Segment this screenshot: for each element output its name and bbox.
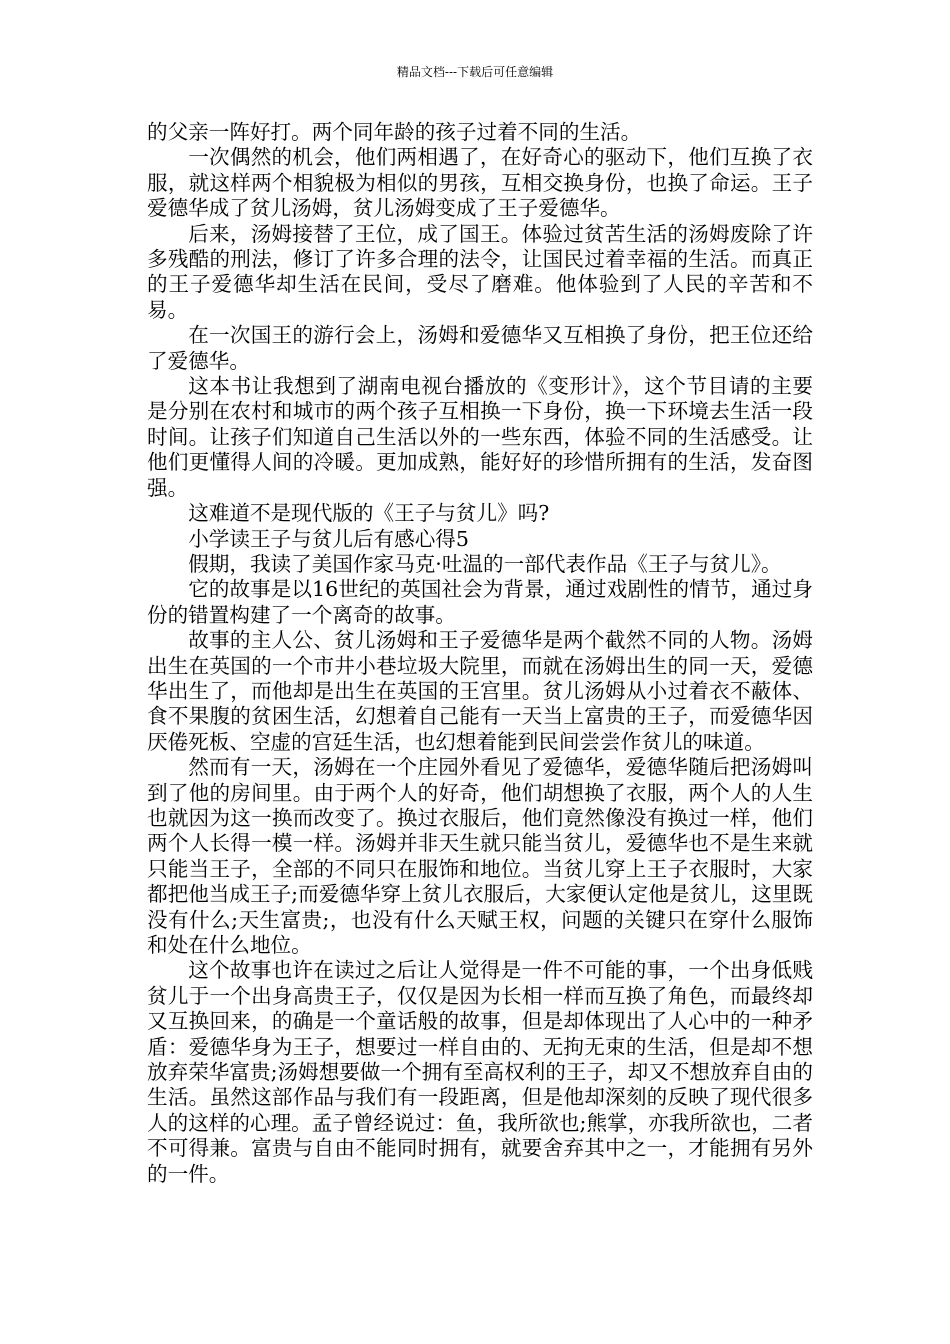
paragraph: 它的故事是以16世纪的英国社会为背景，通过戏剧性的情节，通过身份的错置构建了一个离奇的故事。	[147, 577, 813, 627]
paragraph: 的父亲一阵好打。两个同年龄的孩子过着不同的生活。	[147, 120, 642, 144]
section-heading: 小学读王子与贫儿后有感心得5	[188, 526, 470, 551]
paragraph: 这本书让我想到了湖南电视台播放的《变形计》，这个节目请的主要是分别在农村和城市的两个孩子互相换一下身份，换一下环境去生活一段时间。让孩子们知道自己生活以外的一些东西，体验不同的生活感受。让他们更懂得人间的冷暖。更加成熟，能好好的珍惜所拥有的生活，发奋图强。	[147, 374, 813, 500]
paragraph: 假期，我读了美国作家马克·吐温的一部代表作品《王子与贫儿》。	[188, 551, 782, 576]
document-body	[147, 120, 813, 1187]
paragraph: 后来，汤姆接替了王位，成了国王。体验过贫苦生活的汤姆废除了许多残酷的刑法，修订了许多合理的法令，让国民过着幸福的生活。而真正的王子爱德华却生活在民间，受尽了磨难。他体验到了人民的辛苦和不易。	[147, 221, 813, 322]
page-header: 精品文档---下载后可任意编辑	[396, 65, 554, 79]
paragraph: 这个故事也许在读过之后让人觉得是一件不可能的事，一个出身低贱贫儿于一个出身高贵王子，仅仅是因为长相一样而互换了角色，而最终却又互换回来，的确是一个童话般的故事，但是却体现出了人心中的一种矛盾：爱德华身为王子，想要过一样自由的、无拘无束的生活，但是却不想放弃荣华富贵;汤姆想要做一个拥有至高权利的王子，却又不想放弃自由的生活。虽然这部作品与我们有一段距离，但是他却深刻的反映了现代很多人的这样的心理。孟子曾经说过：鱼，我所欲也;熊掌，亦我所欲也，二者不可得兼。富贵与自由不能同时拥有，就要舍弃其中之一，才能拥有另外的一件。	[147, 958, 813, 1186]
paragraph: 一次偶然的机会，他们两相遇了，在好奇心的驱动下，他们互换了衣服，就这样两个相貌极为相似的男孩，互相交换身份，也换了命运。王子爱德华成了贫儿汤姆，贫儿汤姆变成了王子爱德华。	[147, 145, 813, 221]
paragraph: 故事的主人公、贫儿汤姆和王子爱德华是两个截然不同的人物。汤姆出生在英国的一个市井小巷垃圾大院里，而就在汤姆出生的同一天，爱德华出生了，而他却是出生在英国的王宫里。贫儿汤姆从小过着衣不蔽体、食不果腹的贫困生活，幻想着自己能有一天当上富贵的王子，而爱德华因厌倦死板、空虚的宫廷生活，也幻想着能到民间尝尝作贫儿的味道。	[147, 628, 813, 754]
paragraph: 然而有一天，汤姆在一个庄园外看见了爱德华，爱德华随后把汤姆叫到了他的房间里。由于两个人的好奇，他们胡想换了衣服，两个人的人生也就因为这一换而改变了。换过衣服后，他们竟然像没有换过一样，他们两个人长得一模一样。汤姆并非天生就只能当贫儿，爱德华也不是生来就只能当王子，全部的不同只在服饰和地位。当贫儿穿上王子衣服时，大家都把他当成王子;而爱德华穿上贫儿衣服后，大家便认定他是贫儿，这里既没有什么;天生富贵;，也没有什么天赋王权，问题的关键只在穿什么服饰和处在什么地位。	[147, 755, 813, 957]
paragraph: 在一次国王的游行会上，汤姆和爱德华又互相换了身份，把王位还给了爱德华。	[147, 323, 813, 373]
paragraph: 这难道不是现代版的《王子与贫儿》吗?	[188, 501, 550, 526]
